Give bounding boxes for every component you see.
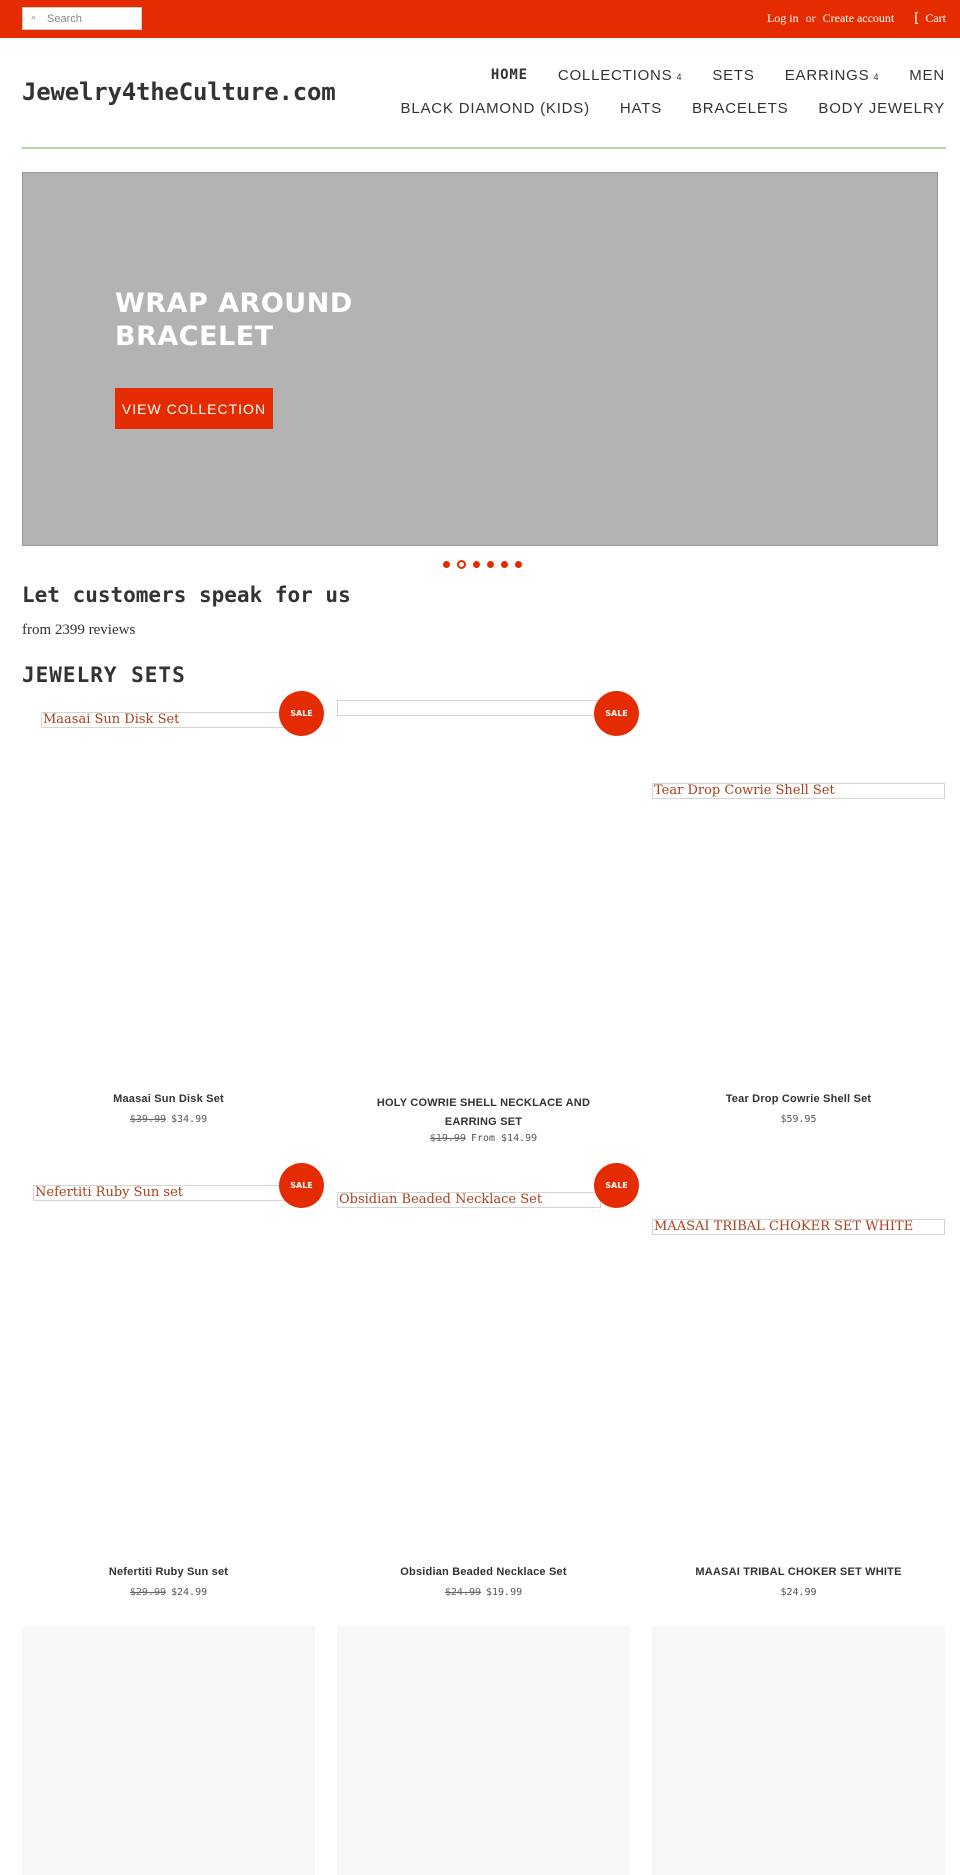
sale-price: $34.99 [171,1114,208,1125]
account-links [767,11,946,26]
sale-price: $19.99 [486,1587,523,1598]
slideshow-dots [443,560,522,569]
compare-price: $19.99 [429,1133,466,1144]
nav-item-home[interactable] [461,67,528,84]
product-image-placeholder[interactable] [652,1626,945,1875]
top-bar [0,0,960,38]
slide-dot[interactable] [501,561,508,568]
nav-item-collections[interactable] [528,67,682,84]
search-input[interactable] [47,8,139,29]
main-nav-row-2 [371,100,945,117]
compare-price: $24.99 [444,1587,481,1598]
product-price [337,1133,630,1144]
nav-label: COLLECTIONS [557,67,673,84]
sale-badge: SALE [279,691,324,736]
product-price [22,1114,315,1125]
product-price [337,1587,630,1598]
hero-slideshow [22,172,938,546]
product-price [22,1587,315,1598]
hero-title: WRAP AROUND BRACELET [115,288,353,352]
product-title[interactable]: Obsidian Beaded Necklace Set [400,1566,567,1578]
product-title[interactable]: MAASAI TRIBAL CHOKER SET WHITE [695,1566,902,1578]
product-price [652,1114,945,1125]
cart-link[interactable]: Cart [925,11,946,25]
search-icon[interactable]: ⌕ [31,13,37,23]
or-text: or [805,11,816,25]
dropdown-caret-icon: 4 [873,72,880,82]
price: $24.99 [780,1587,817,1598]
collection-heading: JEWELRY SETS [22,663,186,687]
nav-label: SETS [712,67,755,84]
header-divider [22,147,946,149]
nav-item-hats[interactable]: HATS [619,100,662,117]
compare-price: $29.99 [129,1587,166,1598]
product-image[interactable]: Nefertiti Ruby Sun set [33,1185,285,1201]
product-image[interactable]: Obsidian Beaded Necklace Set [337,1192,601,1208]
product-image[interactable]: MAASAI TRIBAL CHOKER SET WHITE [652,1219,945,1235]
login-link[interactable]: Log in [766,11,799,25]
main-nav-row-1 [461,67,945,84]
slide-dot[interactable] [457,560,466,569]
product-title[interactable]: HOLY COWRIE SHELL NECKLACE AND EARRING SET [376,1097,591,1128]
slide-dot[interactable] [443,561,450,568]
product-price [652,1587,945,1598]
view-collection-button[interactable]: VIEW COLLECTION [115,388,273,429]
slide-dot[interactable] [515,561,522,568]
compare-price: $39.99 [129,1114,166,1125]
sale-badge: SALE [594,691,639,736]
nav-label: EARRINGS [784,67,870,84]
product-image-placeholder[interactable] [22,1626,315,1875]
sale-price: From $14.99 [470,1133,538,1144]
product-image[interactable]: Tear Drop Cowrie Shell Set [652,783,945,799]
nav-label: HOME [490,67,528,83]
sale-price: $24.99 [171,1587,208,1598]
site-logo[interactable]: Jewelry4theCulture.com [22,78,336,106]
product-image-placeholder[interactable] [337,1626,630,1875]
create-account-link[interactable]: Create account [822,11,895,25]
product-image[interactable]: Maasai Sun Disk Set [41,712,285,728]
nav-item-earrings[interactable] [755,67,880,84]
slide-dot[interactable] [487,561,494,568]
dropdown-caret-icon: 4 [676,72,683,82]
product-title[interactable]: Maasai Sun Disk Set [113,1093,224,1105]
nav-item-men[interactable] [879,67,945,84]
sale-badge: SALE [594,1163,639,1208]
reviews-count[interactable]: from 2399 reviews [22,622,136,638]
price: $59.95 [780,1114,817,1125]
product-image[interactable] [337,700,601,716]
cart-icon[interactable]: [ [914,11,920,26]
nav-item-body-jewelry[interactable]: BODY JEWELRY [818,100,945,117]
nav-item-sets[interactable] [682,67,754,84]
nav-item-black-diamond[interactable]: BLACK DIAMOND (KIDS) [400,100,590,117]
nav-label: MEN [909,67,945,84]
reviews-heading: Let customers speak for us [22,583,351,607]
sale-badge: SALE [279,1163,324,1208]
nav-item-bracelets[interactable]: BRACELETS [692,100,789,117]
product-title[interactable]: Nefertiti Ruby Sun set [108,1566,229,1578]
slide-dot[interactable] [473,561,480,568]
product-title[interactable]: Tear Drop Cowrie Shell Set [725,1093,872,1105]
search-box[interactable] [22,7,142,30]
